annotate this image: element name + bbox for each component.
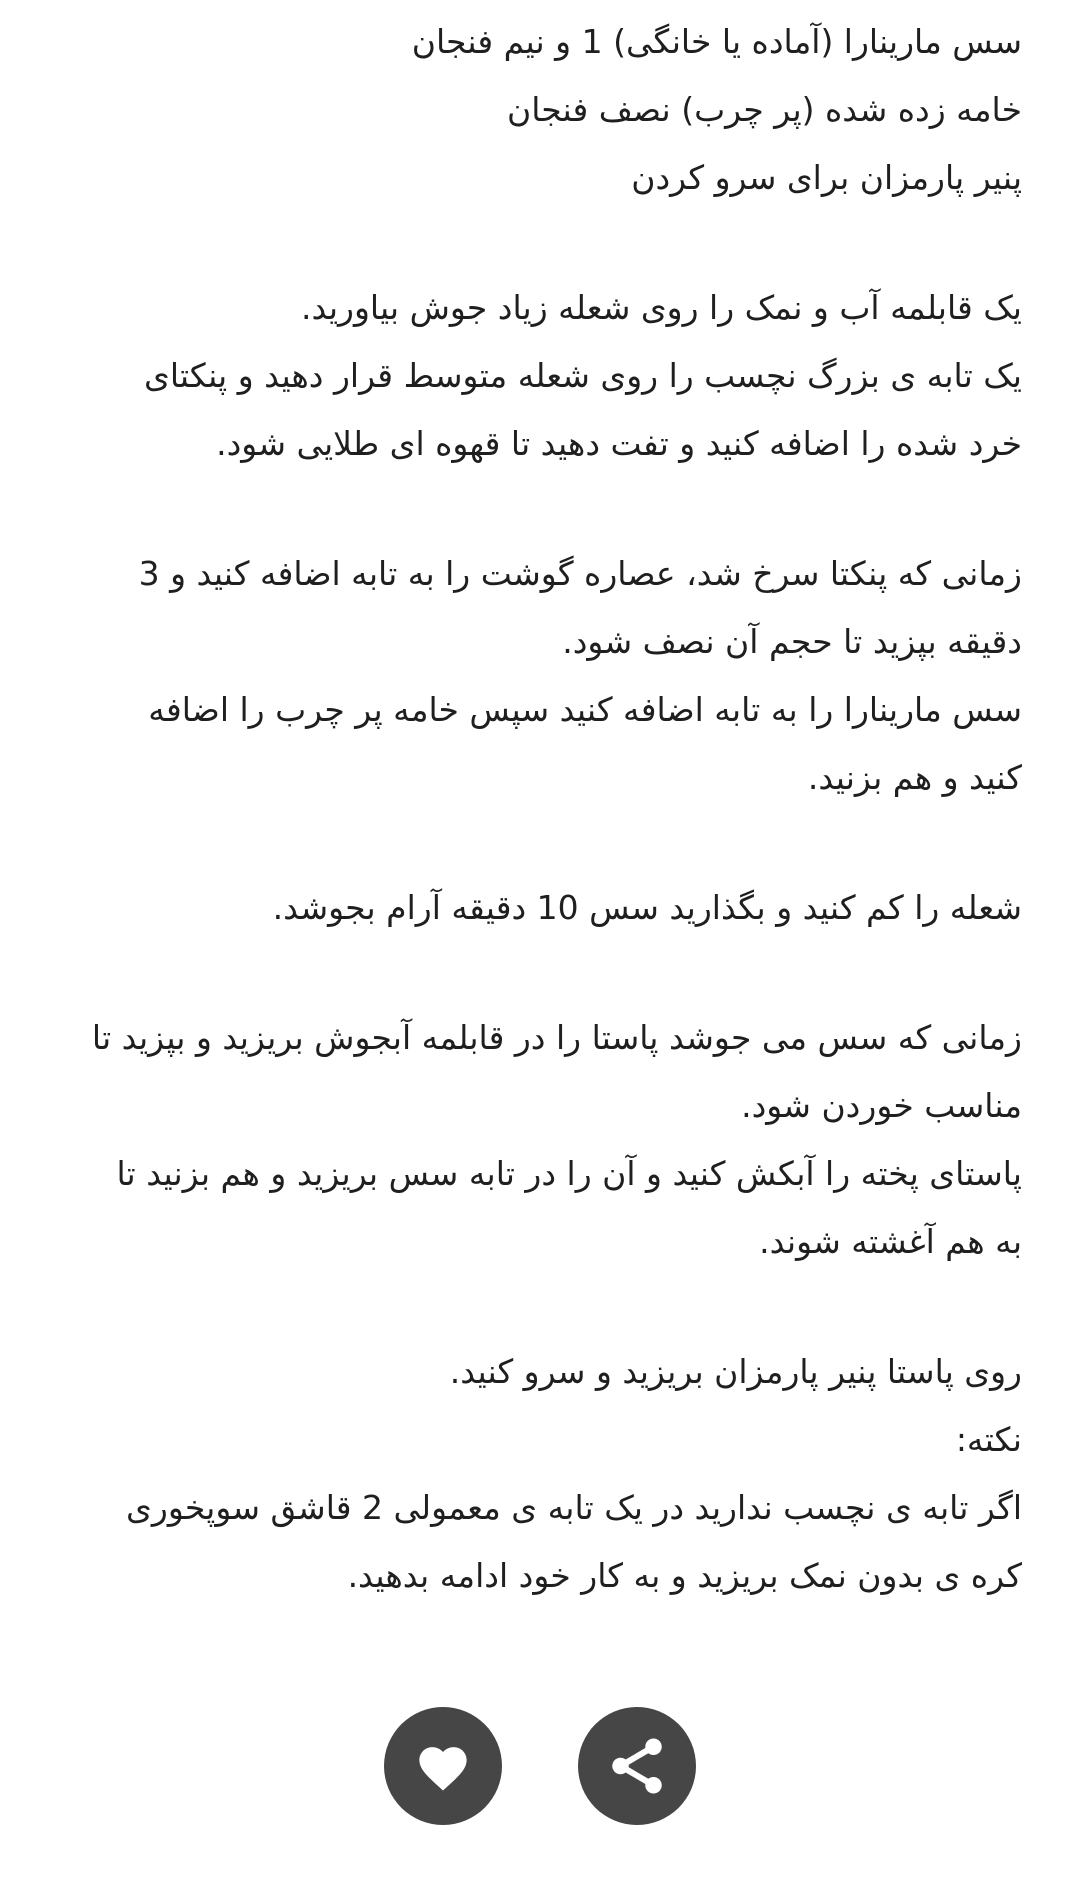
paragraph-spacer — [54, 478, 1022, 540]
ingredient-item: خامه زده شده (پر چرب) نصف فنجان — [506, 90, 1022, 129]
instruction-line: یک قابلمه آب و نمک را روی شعله زیاد جوش بیاورید. — [301, 288, 1022, 327]
paragraph-spacer — [54, 812, 1022, 874]
instruction-line: سس مارینارا را به تابه اضافه کنید سپس خامه پر چرب را اضافه — [148, 690, 1022, 729]
note-label: نکته: — [955, 1420, 1022, 1459]
share-button[interactable] — [578, 1707, 696, 1825]
paragraph-spacer — [54, 942, 1022, 1004]
paragraph-spacer — [54, 212, 1022, 274]
ingredient-item: سس مارینارا (آماده یا خانگی) 1 و نیم فنجان — [411, 22, 1022, 61]
instruction-step — [54, 274, 1022, 478]
note-text: کره ی بدون نمک بریزید و به کار خود ادامه بدهید. — [347, 1556, 1022, 1595]
ingredients-list — [54, 8, 1022, 212]
instruction-line: پاستای پخته را آبکش کنید و آن را در تابه سس بریزید و هم بزنید تا — [116, 1154, 1022, 1193]
heart-icon — [414, 1740, 472, 1792]
instruction-line: یک تابه ی بزرگ نچسب را روی شعله متوسط قرار دهید و پنکتای — [144, 356, 1022, 395]
instruction-step — [54, 1338, 1022, 1610]
instruction-line: دقیقه بپزید تا حجم آن نصف شود. — [562, 622, 1022, 661]
instruction-step — [54, 874, 1022, 942]
note-text: اگر تابه ی نچسب ندارید در یک تابه ی معمولی 2 قاشق سوپخوری — [126, 1488, 1022, 1527]
instruction-line: خرد شده را اضافه کنید و تفت دهید تا قهوه ای طلایی شود. — [216, 424, 1022, 463]
instruction-line: به هم آغشته شوند. — [759, 1222, 1022, 1261]
share-icon — [604, 1733, 670, 1799]
recipe-content — [54, 8, 1022, 1610]
like-button[interactable] — [384, 1707, 502, 1825]
paragraph-spacer — [54, 1276, 1022, 1338]
action-bar — [384, 1707, 696, 1825]
instruction-step — [54, 1004, 1022, 1276]
instruction-line: مناسب خوردن شود. — [741, 1086, 1022, 1125]
instruction-line: روی پاستا پنیر پارمزان بریزید و سرو کنید. — [449, 1352, 1022, 1391]
instruction-line: شعله را کم کنید و بگذارید سس 10 دقیقه آرام بجوشد. — [272, 888, 1022, 927]
instruction-line: کنید و هم بزنید. — [807, 758, 1022, 797]
instruction-line: زمانی که پنکتا سرخ شد، عصاره گوشت را به تابه اضافه کنید و 3 — [138, 554, 1022, 593]
ingredient-item: پنیر پارمزان برای سرو کردن — [631, 158, 1022, 197]
instruction-line: زمانی که سس می جوشد پاستا را در قابلمه آبجوش بریزید و بپزید تا — [91, 1018, 1022, 1057]
instruction-step — [54, 540, 1022, 812]
